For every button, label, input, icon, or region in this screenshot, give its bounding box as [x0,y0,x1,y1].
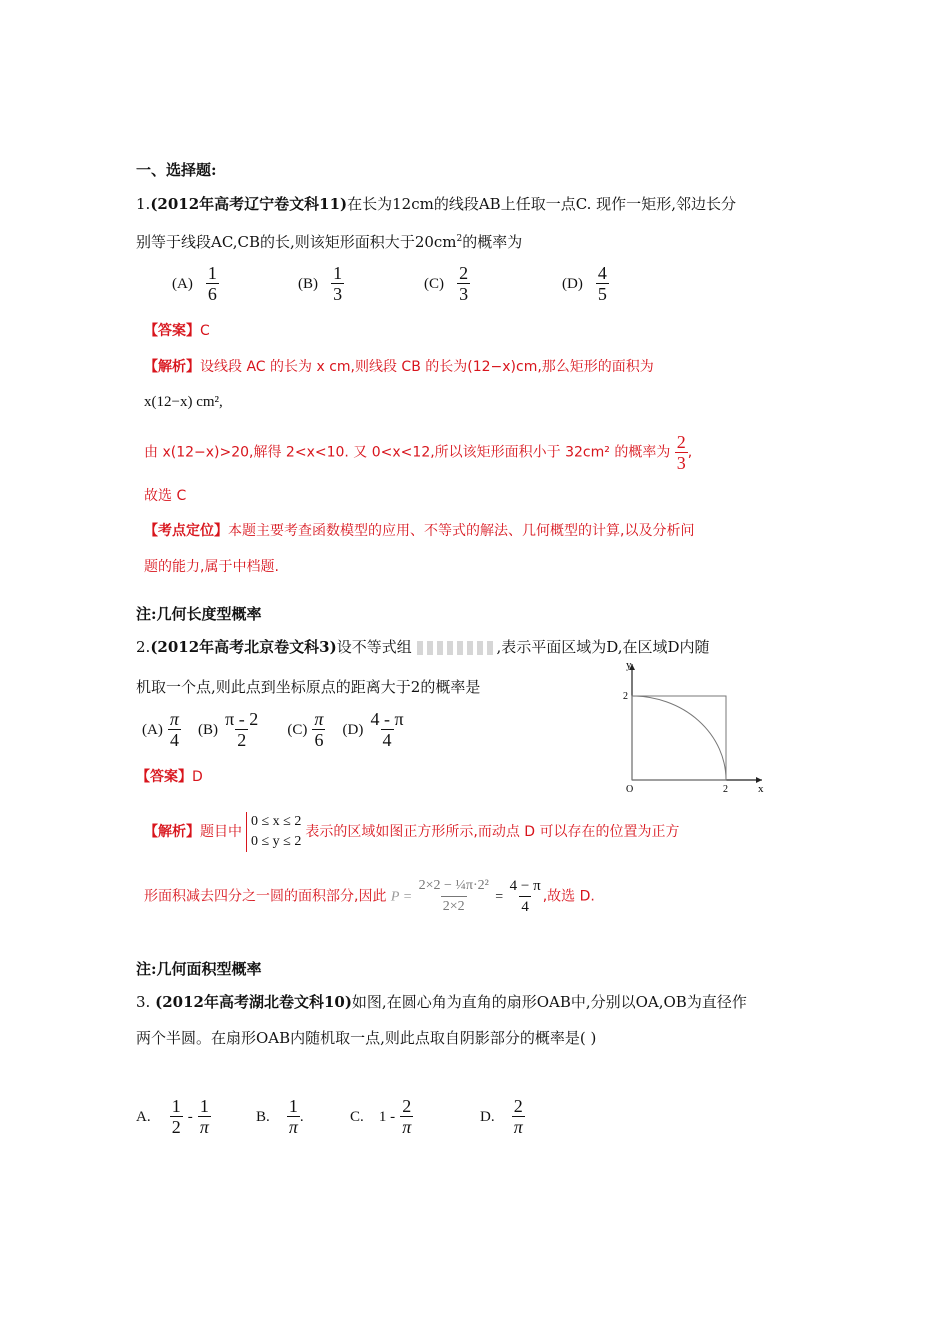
q1-point-2: 题的能力,属于中档题. [144,559,279,575]
q2-text: 设不等式组 [336,638,412,656]
point-text: 本题主要考查函数模型的应用、不等式的解法、几何概型的计算,以及分析问 [228,523,695,539]
q2-region-graph [618,656,768,794]
q2-line1 [136,637,710,657]
option-label: (B) [298,276,318,292]
x-label: x [758,783,764,794]
option-label: A. [136,1109,151,1125]
option-label: (A) [142,722,163,738]
frac-num: 2 [402,1096,412,1116]
frac-num: 4 - π [370,709,404,729]
section-heading: 一、选择题: [136,161,217,179]
frac-num: 1 [288,1096,298,1116]
frac-den: π [199,1117,209,1137]
minus-sign: - [187,1109,193,1125]
frac-den: 4 [382,730,392,750]
q2-text: ,表示平面区域为D,在区域D内随 [496,638,710,656]
inequality-1: 0 ≤ x ≤ 2 [251,814,302,829]
faded-formula-image [417,641,497,655]
q3-option-b [256,1096,304,1137]
fraction [675,432,688,473]
frac-num: 1 [171,1096,181,1116]
analysis-text: , [687,444,693,461]
note-area-probability: 注:几何面积型概率 [136,960,262,978]
option-label: D. [480,1109,495,1125]
frac-den: 6 [314,730,324,750]
q3-source: (2012年高考湖北卷文科10) [155,993,352,1011]
frac-den: π [513,1117,523,1137]
fraction [512,1096,525,1137]
fraction [400,1096,413,1137]
q1-line1 [136,194,736,214]
fraction [312,709,325,750]
analysis-text: 由 x(12−x)>20,解得 2<x<10. 又 0<x<12,所以该矩形面积小于 32cm² 的概率为 [144,444,671,461]
q1-line2 [136,229,522,252]
inequality-system [246,812,301,852]
frac-den: 5 [597,284,607,304]
q2-line2: 机取一个点,则此点到坐标原点的距离大于2的概率是 [136,678,481,696]
q1-number: 1. [136,195,151,213]
option-label: (C) [287,722,308,738]
frac-den: 3 [333,284,343,304]
q1-text-2: 别等于线段AC,CB的长,则该矩形面积大于20cm [136,233,457,251]
q1-option-a [172,263,219,304]
frac-den: 6 [207,284,217,304]
option-label: B. [256,1109,270,1125]
fraction [596,263,609,304]
analysis-text: 题目中 [200,824,242,840]
q1-sup: 2 [456,234,463,244]
q3-text: 如图,在圆心角为直角的扇形OAB中,分别以OA,OB为直径作 [351,993,747,1011]
fraction [198,1096,211,1137]
frac-den: 2×2 [441,896,467,917]
fraction [168,709,181,750]
q2-source: (2012年高考北京卷文科3) [150,638,337,656]
frac-den: 4 [519,896,531,917]
option-label: (A) [172,276,193,292]
fraction [417,876,491,917]
q2-options [142,709,406,750]
option-label: (C) [424,276,444,292]
frac-num: 1 [333,263,343,283]
period: . [299,1109,304,1125]
q1-option-b [298,263,344,304]
one-minus: 1 - [378,1109,396,1125]
q2-number: 2. [136,638,151,656]
analysis-text: 设线段 AC 的长为 x cm,则线段 CB 的长为(12−x)cm,那么矩形的面积为 [200,359,654,375]
frac-num: 4 [597,263,607,283]
q3-line1 [136,992,747,1012]
frac-num: 2 [676,432,686,452]
q1-text-1: 在长为12cm的线段AB上任取一点C. 现作一矩形,邻边长分 [347,195,736,213]
q3-option-a [136,1096,211,1137]
analysis-tag: 【解析】 [144,359,200,375]
frac-num: 4 − π [509,878,541,894]
frac-num: 2 [513,1096,523,1116]
fraction [223,709,260,750]
y-label: y [626,659,632,671]
note-length-probability: 注:几何长度型概率 [136,605,262,623]
frac-den: π [402,1117,412,1137]
q2-analysis-1 [144,812,680,852]
fraction [368,709,405,750]
analysis-text: 表示的区域如图正方形所示,而动点 D 可以存在的位置为正方 [305,824,680,840]
fraction [206,263,219,304]
q3-line2: 两个半圆。在扇形OAB内随机取一点,则此点取自阴影部分的概率是( ) [136,1029,597,1047]
answer-value: D [192,769,203,785]
frac-den: π [288,1117,298,1137]
q1-option-d [562,263,609,304]
point-tag: 【考点定位】 [144,523,228,539]
frac-den: 4 [169,730,179,750]
q1-source: (2012年高考辽宁卷文科11) [150,195,348,213]
q1-analysis-4: 故选 C [144,488,187,504]
q1-point-1 [144,520,694,540]
q3-option-c [350,1096,413,1137]
option-label: C. [350,1109,364,1125]
equals-sign: = [495,889,504,905]
q3-option-d [480,1096,525,1137]
analysis-text: 形面积减去四分之一圆的面积部分,因此 [144,888,387,905]
origin-label: O [626,784,634,794]
q1-analysis-3 [144,432,692,473]
frac-num: 1 [199,1096,209,1116]
q2-analysis-2 [144,876,595,917]
option-label: (D) [342,722,364,738]
fraction [170,1096,183,1137]
answer-value: C [200,323,210,339]
x-tick-label: 2 [723,784,728,794]
frac-num: π [314,709,324,729]
quarter-circle-arc [632,696,726,780]
frac-num: 2×2 − ¼π·2² [418,878,489,893]
fraction [287,1096,300,1137]
q1-text-2b: 的概率为 [462,233,523,251]
q2-answer [136,766,203,786]
q1-answer [144,320,210,340]
q1-analysis-1 [144,356,654,376]
frac-num: 1 [207,263,217,283]
fraction [457,263,470,304]
frac-num: π - 2 [225,709,259,729]
option-label: (B) [198,722,219,738]
answer-tag: 【答案】 [136,769,192,785]
answer-tag: 【答案】 [144,323,200,339]
q3-number: 3. [136,993,151,1011]
analysis-tag: 【解析】 [144,824,200,840]
frac-den: 3 [459,284,469,304]
q1-option-c [424,263,470,304]
option-label: (D) [562,276,583,292]
y-tick-label: 2 [623,691,628,702]
fraction [508,876,543,917]
frac-den: 2 [237,730,247,750]
square-region [632,696,726,780]
frac-num: 2 [459,263,469,283]
frac-den: 2 [171,1117,181,1137]
analysis-text: ,故选 D. [542,888,595,905]
inequality-2: 0 ≤ y ≤ 2 [251,834,302,849]
frac-num: π [169,709,179,729]
fraction [331,263,344,304]
q1-analysis-2: x(12−x) cm², [144,394,223,410]
frac-den: 3 [676,453,686,473]
p-label: P = [390,889,413,905]
